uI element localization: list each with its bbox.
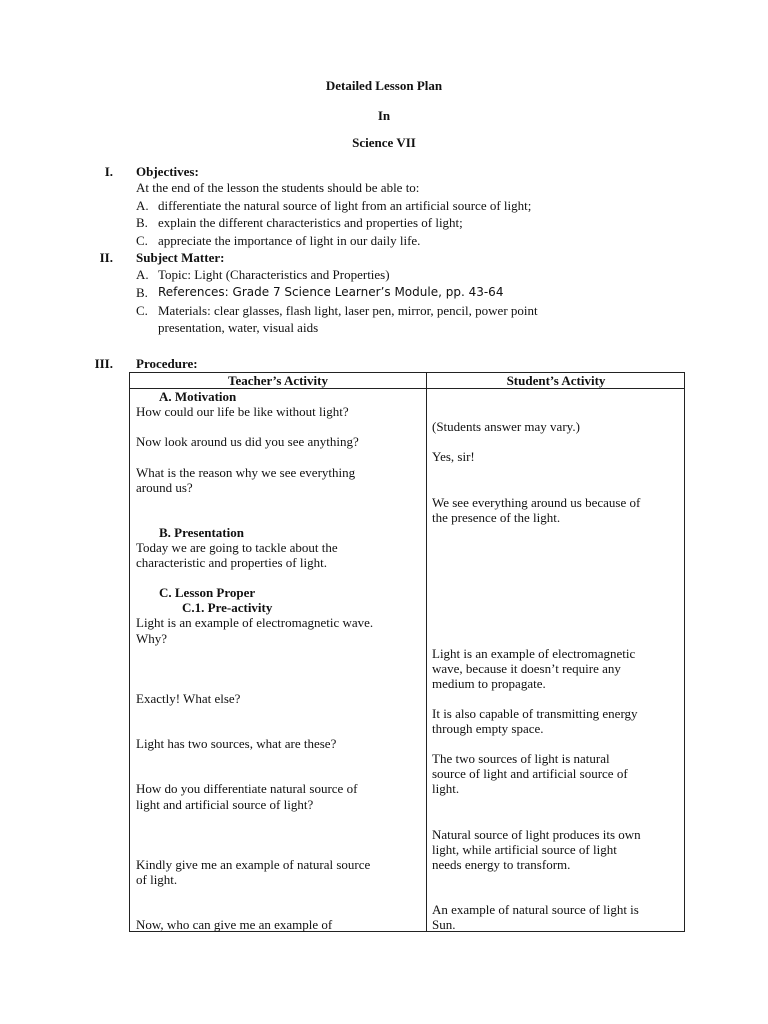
student-line: It is also capable of transmitting energy <box>432 706 638 721</box>
student-line: light, while artificial source of light <box>432 842 617 857</box>
subject-item <box>136 267 149 282</box>
subject-item-text: Topic: Light (Characteristics and Properties) <box>158 267 390 282</box>
item-letter: B. <box>136 285 148 300</box>
item-letter: C. <box>136 233 148 248</box>
section-title-subject-matter: Subject Matter: <box>136 250 225 265</box>
subject-item <box>136 303 148 318</box>
teacher-line: What is the reason why we see everything <box>136 465 356 480</box>
doc-title: Detailed Lesson Plan <box>325 78 443 93</box>
pre-activity-heading: C.1. Pre-activity <box>182 600 273 615</box>
subject-item-text: Materials: clear glasses, flash light, laser pen, mirror, pencil, power point <box>158 303 538 318</box>
student-line: through empty space. <box>432 721 544 736</box>
student-line: Sun. <box>432 917 456 932</box>
teacher-line: around us? <box>136 480 193 495</box>
item-letter: B. <box>136 215 148 230</box>
subject-item-text: References: Grade 7 Science Learner’s Module, pp. 43-64 <box>158 285 504 299</box>
objective-item-text: differentiate the natural source of light from an artificial source of light; <box>158 198 532 213</box>
student-line: Natural source of light produces its own <box>432 827 641 842</box>
teacher-line: Why? <box>136 631 168 646</box>
column-header-student: Student’s Activity <box>506 373 606 388</box>
student-line: source of light and artificial source of <box>432 766 628 781</box>
student-line: medium to propagate. <box>432 676 546 691</box>
presentation-heading: B. Presentation <box>159 525 244 540</box>
teacher-line: Light is an example of electromagnetic wave. <box>136 615 374 630</box>
student-line: light. <box>432 781 460 796</box>
student-line: Yes, sir! <box>432 449 475 464</box>
motivation-heading: A. Motivation <box>159 389 237 404</box>
section-numeral-procedure: III. <box>94 356 113 371</box>
teacher-line: How could our life be like without light? <box>136 404 349 419</box>
teacher-line: light and artificial source of light? <box>136 797 314 812</box>
objective-item <box>136 233 148 248</box>
lesson-proper-heading: C. Lesson Proper <box>159 585 256 600</box>
student-line: The two sources of light is natural <box>432 751 610 766</box>
column-divider <box>426 373 427 931</box>
teacher-line: Light has two sources, what are these? <box>136 736 337 751</box>
teacher-line: of light. <box>136 872 178 887</box>
objective-item <box>136 198 149 213</box>
column-header-teacher: Teacher’s Activity <box>227 373 328 388</box>
subject-item-text-continued: presentation, water, visual aids <box>158 320 319 335</box>
item-letter: A. <box>136 267 149 282</box>
teacher-line: Today we are going to tackle about the <box>136 540 338 555</box>
student-line: An example of natural source of light is <box>432 902 639 917</box>
student-line: needs energy to transform. <box>432 857 571 872</box>
doc-title-in: In <box>377 108 391 123</box>
objective-item-text: appreciate the importance of light in our daily life. <box>158 233 421 248</box>
teacher-line: Now look around us did you see anything? <box>136 434 359 449</box>
section-title-procedure: Procedure: <box>136 356 198 371</box>
student-line: Light is an example of electromagnetic <box>432 646 636 661</box>
procedure-table <box>129 372 685 932</box>
section-numeral-subject-matter: II. <box>99 250 113 265</box>
student-line: the presence of the light. <box>432 510 561 525</box>
doc-subject: Science VII <box>352 135 416 150</box>
item-letter: A. <box>136 198 149 213</box>
item-letter: C. <box>136 303 148 318</box>
teacher-line: characteristic and properties of light. <box>136 555 327 570</box>
subject-item <box>136 285 148 300</box>
teacher-line: How do you differentiate natural source of <box>136 781 358 796</box>
section-numeral-objectives: I. <box>104 164 113 179</box>
student-line: wave, because it doesn’t require any <box>432 661 621 676</box>
teacher-line: Now, who can give me an example of <box>136 917 333 932</box>
objective-item <box>136 215 148 230</box>
teacher-line: Kindly give me an example of natural source <box>136 857 371 872</box>
objectives-intro: At the end of the lesson the students should be able to: <box>136 180 420 195</box>
objective-item-text: explain the different characteristics and properties of light; <box>158 215 463 230</box>
section-title-objectives: Objectives: <box>136 164 199 179</box>
student-line: We see everything around us because of <box>432 495 641 510</box>
student-line: (Students answer may vary.) <box>432 419 580 434</box>
teacher-line: Exactly! What else? <box>136 691 241 706</box>
